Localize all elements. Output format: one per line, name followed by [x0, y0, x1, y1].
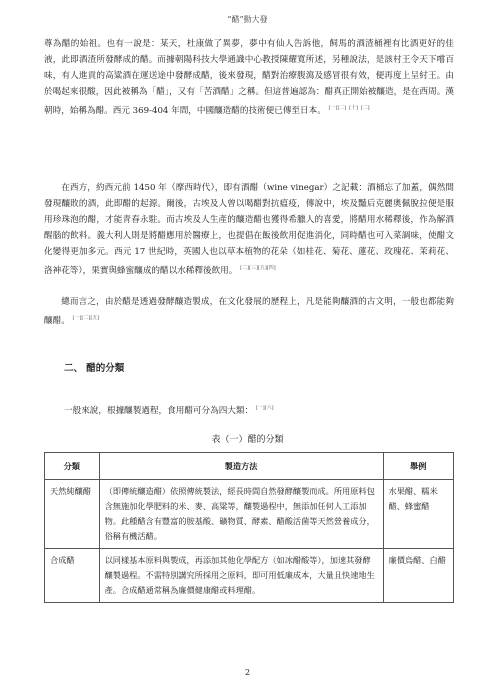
- table-caption: 表（一）醋的分類: [211, 435, 284, 445]
- citation: [一][二]: [328, 105, 347, 111]
- vinegar-classification-table: [44, 452, 454, 603]
- cell-example: 廉價烏醋、白醋: [383, 549, 454, 603]
- paragraph-text: 在西方，約西元前 1450 年（摩西時代），即有酒醋（wine vinegar）之記載：酒桶忘了加蓋，偶然間發現釀敗的酒，此即醋的起源。爾後，古埃及人曾以喝醋對抗瘟疫，傳說中，埃及豔后克麗奧佩脫拉便是服用珍珠泡的醋，才能青春永駐。而古埃及人生產的釀造醋也獲得希臘人的喜愛，將醋用水稀釋後，作為解酒醒腦的飲料。義大利人則是將醋應用於醫療上，也提倡在飯後飲用促進消化，同時醋也可入菜調味，使醋文化變得更加多元。西元 17 世紀時，英國人也以草本植物的花朵（如桂花、菊花、蓮花、玫瑰花、茉莉花、洛神花等），果實與蜂蜜釀成的醋以水稀釋後飲用。: [44, 183, 454, 276]
- citation: [二]: [360, 105, 370, 111]
- cell-example: 水果醋、糯米醋、蜂蜜醋: [383, 480, 454, 549]
- table-header-row: [45, 453, 454, 480]
- paragraph-origin-east: [44, 36, 454, 119]
- table-row: [45, 480, 454, 549]
- lead-text: 一般來說，根據釀製過程，食用醋可分為四大類：: [64, 406, 254, 416]
- cell-category: 天然純釀醋: [45, 480, 100, 549]
- column-header-category: 分類: [45, 453, 100, 480]
- citation: [二][三][五][四]: [240, 265, 276, 271]
- paragraph-summary: [44, 294, 454, 329]
- paragraph-text: 總而言之，由於醋是透過發酵釀造製成，在文化發展的歷程上，凡是能夠釀酒的古文明，一般也都能夠釀醋。: [44, 297, 454, 326]
- section-heading: 二、 醋的分類: [64, 363, 125, 374]
- cell-method: （即傳統釀造醋）依照傳統製法，經長時間自然發酵釀製而成。所用原料包含無施加化學肥料的米、麥、高粱等，釀製過程中，無添加任何人工添加物。此種醋含有豐富的胺基酸、礦物質、酵素、醋酸活菌等天然營養成分，俗稱有機活醋。: [99, 480, 383, 549]
- column-header-method: 製造方法: [99, 453, 383, 480]
- paragraph-origin-west: [44, 180, 454, 279]
- citation: [一][六]: [255, 405, 274, 412]
- citation: [十]: [349, 105, 358, 111]
- column-header-example: 舉例: [383, 453, 454, 480]
- table-row: [45, 549, 454, 603]
- cell-category: 合成醋: [45, 549, 100, 603]
- lead-sentence: [64, 404, 274, 416]
- paragraph-text: 尊為醋的始祖。也有一說是：某天，杜康做了異夢，夢中有仙人告訴他，飼馬的酒渣桶裡有比酒更好的佳液，此即酒渣所發酵成的醋。而據朝陽科技大學通識中心教授陳耀寬所述，另種說法，是該村王令天下嚐百味，有人進貢的高粱酒在運送途中發酵成醋，後來發現，醋對治療腹瀉及感冒很有效，便再度上呈紂王。由於喝起來很酸，因此被稱為「醋」，又有「苦酒醋」之稱。但這普遍認為：醋真正開始被釀造，是在西周。漢朝時，始稱為醋。西元 369-404 年間，中國釀造醋的技術便已傳至日本。: [44, 39, 454, 116]
- page-header: “醋”動大發: [227, 15, 268, 24]
- cell-method: 以同樣基本原料與製成，再添加其他化學配方（如冰醋酸等），加速其發酵釀製過程。不需特別講究所採用之原料，即可用低廉成本，大量且快速地生產。合成醋通常稱為廉價健康醋或料理醋。: [99, 549, 383, 603]
- citation: [一][二][五]: [72, 315, 100, 321]
- page-number: 2: [244, 668, 251, 677]
